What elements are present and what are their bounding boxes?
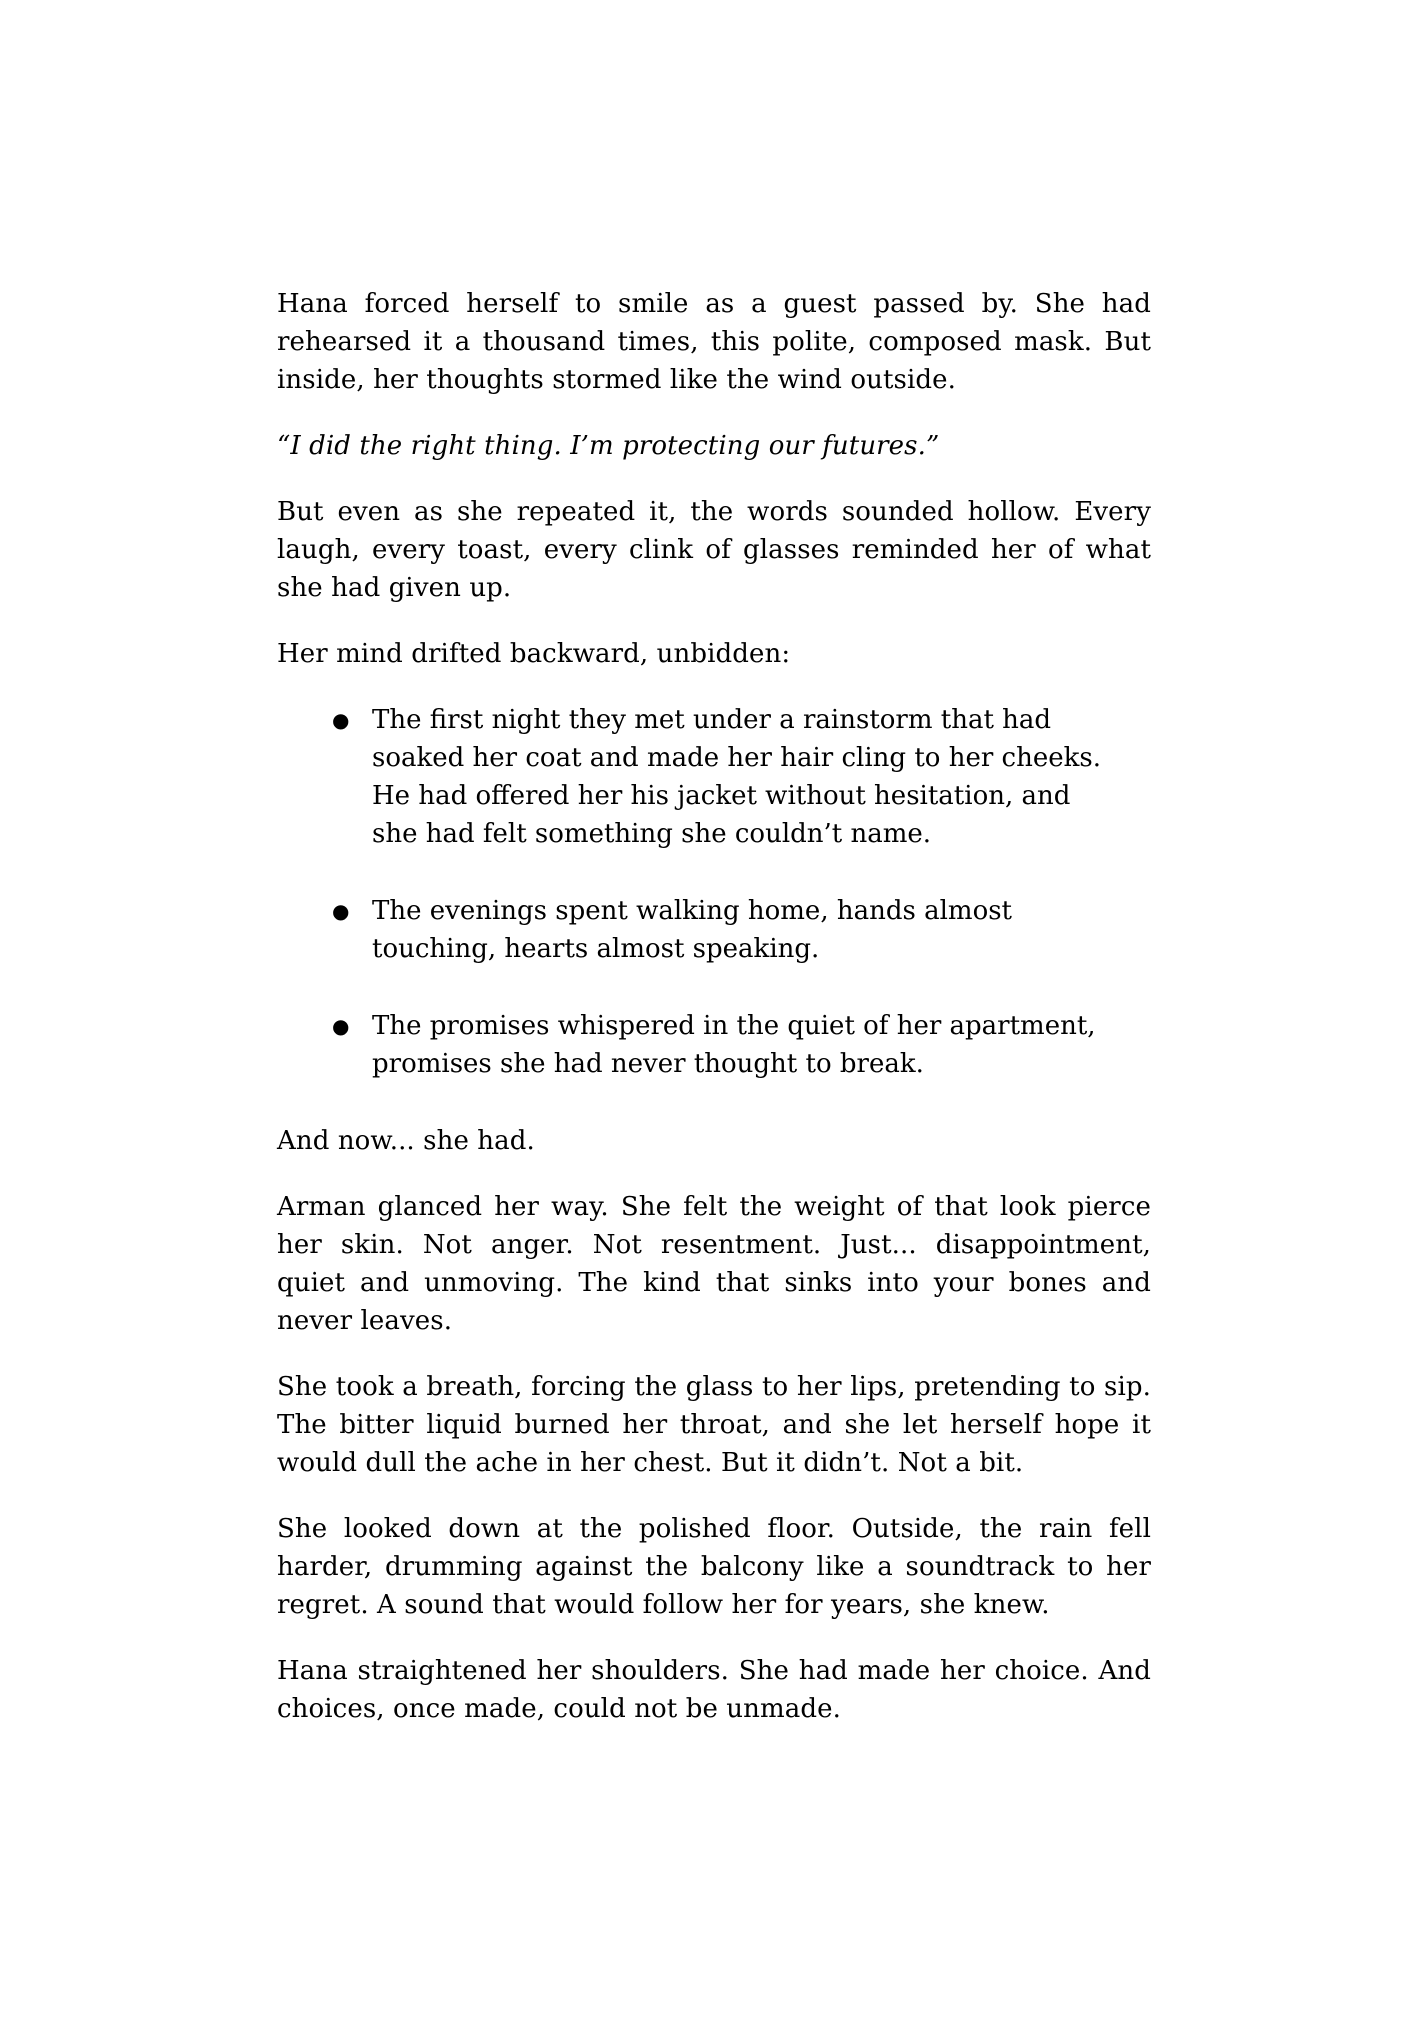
list-item-text: The evenings spent walking home, hands almost touching, hearts almost speaking. xyxy=(372,896,1013,964)
bullet-disc-icon: ● xyxy=(332,1014,350,1038)
paragraph: But even as she repeated it, the words sounded hollow. Every laugh, every toast, every clink of glasses reminded her of what she had given up. xyxy=(277,497,1151,603)
list-item xyxy=(332,1007,1112,1083)
list-item xyxy=(332,701,1112,853)
paragraph: Her mind drifted backward, unbidden: xyxy=(277,639,791,669)
paragraph: And now... she had. xyxy=(277,1126,535,1156)
document-content xyxy=(277,285,1151,1728)
paragraph: Hana straightened her shoulders. She had made her choice. And choices, once made, could not be unmade. xyxy=(277,1656,1151,1724)
bullet-disc-icon: ● xyxy=(332,899,350,923)
quote-paragraph: “I did the right thing. I’m protecting our futures.” xyxy=(277,431,940,461)
list-item-text: The promises whispered in the quiet of her apartment, promises she had never thought to break. xyxy=(372,1011,1096,1079)
bullet-list xyxy=(277,701,1151,1083)
bullet-disc-icon: ● xyxy=(332,708,350,732)
list-item-text: The first night they met under a rainstorm that had soaked her coat and made her hair cling to her cheeks. He had offered her his jacket without hesitation, and she had felt something she couldn’t name. xyxy=(372,705,1101,849)
list-item xyxy=(332,892,1112,968)
paragraph: She looked down at the polished floor. Outside, the rain fell harder, drumming against the balcony like a soundtrack to her regret. A sound that would follow her for years, she knew. xyxy=(277,1514,1151,1620)
paragraph: Arman glanced her way. She felt the weight of that look pierce her skin. Not anger. Not resentment. Just... disappointment, quiet and unmoving. The kind that sinks into your bones and never leaves. xyxy=(277,1192,1151,1336)
paragraph: Hana forced herself to smile as a guest passed by. She had rehearsed it a thousand times, this polite, composed mask. But inside, her thoughts stormed like the wind outside. xyxy=(277,289,1151,395)
paragraph: She took a breath, forcing the glass to her lips, pretending to sip. The bitter liquid burned her throat, and she let herself hope it would dull the ache in her chest. But it didn’t. Not a bit. xyxy=(277,1372,1151,1478)
